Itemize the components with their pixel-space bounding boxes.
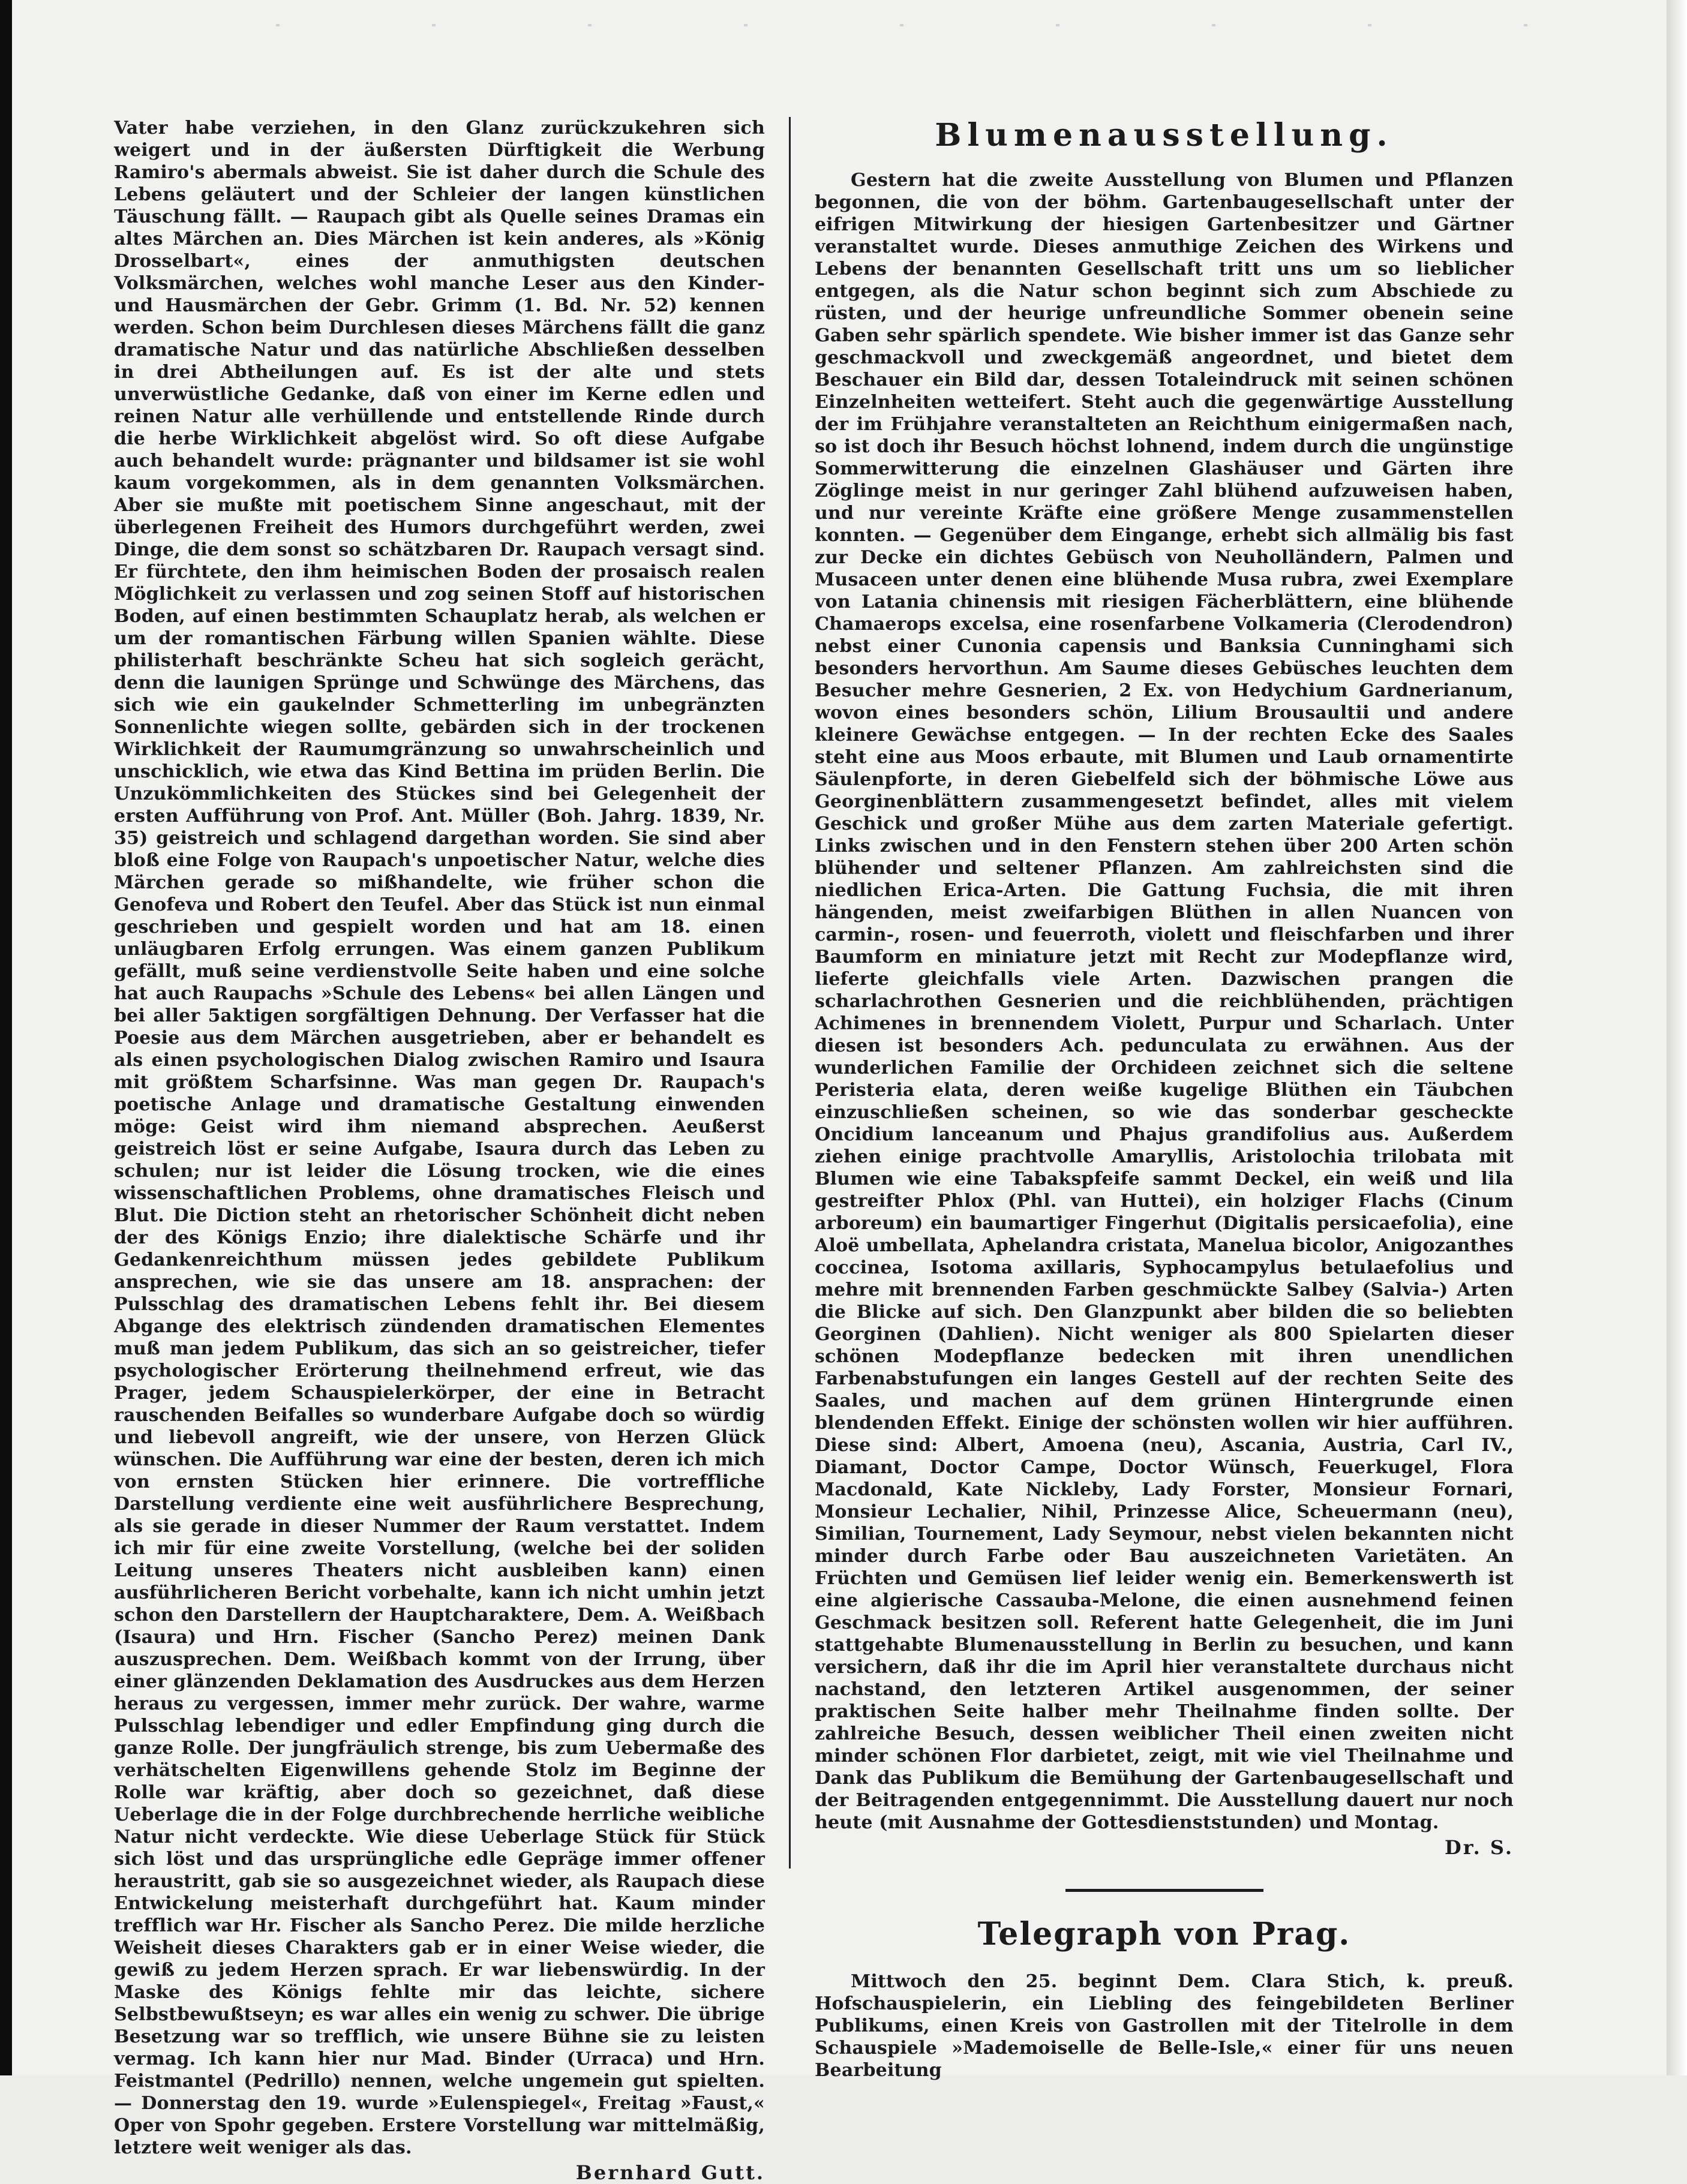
column-divider: [789, 117, 791, 1868]
newspaper-page: [12, 0, 1667, 2184]
flower-exhibition-heading: Blumenausstellung.: [935, 117, 1394, 154]
review-signature: Bernhard Gutt.: [575, 2161, 765, 2184]
telegraph-text: Mittwoch den 25. beginnt Dem. Clara Stich, k. preuß. Hofschauspielerin, ein Liebling des feingebildeten Berliner Publikums, einen Kreis von Gastrollen mit der Titelrolle in dem Schauspiele »Mademoiselle de Belle-Isle,« einer für uns neuen Bearbeitung: [815, 1971, 1514, 2081]
section-separator-rule: [1065, 1889, 1263, 1892]
exhibition-signature: Dr. S.: [1444, 1836, 1514, 1859]
theatre-review-text: Vater habe verziehen, in den Glanz zurückzukehren sich weigert und in der äußersten Dürftigkeit die Werbung Ramiro's abermals abweist. Sie ist daher durch die Schule des Lebens geläutert und der Schleier der langen künstlichen Täuschung fällt. — Raupach gibt als Quelle seines Dramas ein altes Märchen an. Dies Märchen ist kein anderes, als »König Drosselbart«, eines der anmuthigsten deutschen Volksmärchen, welches wohl manche Leser aus den Kinder- und Hausmärchen der Gebr. Grimm (1. Bd. Nr. 52) kennen werden. Schon beim Durchlesen dieses Märchens fällt die ganz dramatische Natur und das natürliche Abschließen desselben in drei Abtheilungen auf. Es ist der alte und stets unverwüstliche Gedanke, daß von einer im Kerne edlen und reinen Natur alle verhüllende und entstellende Rinde durch die herbe Wirklichkeit abgelöst wird. So oft diese Aufgabe auch behandelt wurde: prägnanter und bildsamer ist sie wohl kaum vorgekommen, als in dem genannten Volksmärchen. Aber sie mußte mit poetischem Sinne angeschaut, mit der überlegenen Freiheit des Humors durchgeführt werden, zwei Dinge, die dem sonst so schätzbaren Dr. Raupach versagt sind. Er fürchtete, den ihm heimischen Boden der prosaisch realen Möglichkeit zu verlassen und zog seinen Stoff auf historischen Boden, auf einen bestimmten Schauplatz herab, als welchen er um der romantischen Färbung willen Spanien wählte. Diese philisterhaft beschränkte Scheu hat sich sogleich gerächt, denn die launigen Sprünge und Schwünge des Märchens, das sich wie ein gaukelnder Schmetterling im unbegränzten Sonnenlichte wiegen sollte, gebärden sich in der trockenen Wirklichkeit der Raumumgränzung so unwahrscheinlich und unschicklich, wie etwa das Kind Bettina im prüden Berlin. Die Unzukömmlichkeiten des Stückes sind bei Gelegenheit der ersten Aufführung von Prof. Ant. Müller (Boh. Jahrg. 1839, Nr. 35) geistreich und schlagend dargethan worden. Sie sind aber bloß eine Folge von Raupach's unpoetischer Natur, welche dies Märchen gerade so mißhandelte, wie früher schon die Genofeva und Robert den Teufel. Aber das Stück ist nun einmal geschrieben und gespielt worden und hat am 18. einen unläugbaren Erfolg errungen. Was einem ganzen Publikum gefällt, muß seine verdienstvolle Seite haben und eine solche hat auch Raupachs »Schule des Lebens« bei allen Längen und bei aller 5aktigen sorgfältigen Dehnung. Der Verfasser hat die Poesie aus dem Märchen ausgetrieben, aber er behandelt es als einen psychologischen Dialog zwischen Ramiro und Isaura mit größtem Scharfsinne. Was man gegen Dr. Raupach's poetische Anlage und dramatische Gestaltung einwenden möge: Geist wird ihm niemand absprechen. Aeußerst geistreich löst er seine Aufgabe, Isaura durch das Leben zu schulen; nur ist leider die Lösung trocken, wie die eines wissenschaftlichen Problems, ohne dramatisches Fleisch und Blut. Die Diction steht an rhetorischer Schönheit dicht neben der des Königs Enzio; ihre dialektische Schärfe und ihr Gedankenreichthum müssen jedes gebildete Publikum ansprechen, wie sie das unsere am 18. ansprachen: der Pulsschlag des dramatischen Lebens fehlt ihr. Bei diesem Abgange des elektrisch zündenden dramatischen Elementes muß man jedem Publikum, das sich an so geistreicher, tiefer psychologischer Erörterung theilnehmend erfreut, wie das Prager, jedem Schauspielerkörper, der eine in Betracht rauschenden Beifalles so wunderbare Aufgabe doch so würdig und liebevoll angreift, wie der unsere, von Herzen Glück wünschen. Die Aufführung war eine der besten, deren ich mich von ernsten Stücken hier erinnere. Die vortreffliche Darstellung verdiente eine weit ausführlichere Besprechung, als sie gerade in dieser Nummer der Raum verstattet. Indem ich mir für eine zweite Vorstellung, (welche bei der soliden Leitung unseres Theaters nicht ausbleiben kann) einen ausführlicheren Bericht vorbehalte, kann ich nicht umhin jetzt schon den Darstellern der Hauptcharaktere, Dem. A. Weißbach (Isaura) und Hrn. Fischer (Sancho Perez) meinen Dank auszusprechen. Dem. Weißbach kommt von der Irrung, über einer glänzenden Deklamation des Ausdruckes aus dem Herzen heraus zu vergessen, immer mehr zurück. Der wahre, warme Pulsschlag lebendiger und edler Empfindung ging durch die ganze Rolle. Der jungfräulich strenge, bis zum Uebermaße des verhätschelten Eigenwillens gehende Stolz im Beginne der Rolle war kräftig, aber doch so gezeichnet, daß diese Ueberlage die in der Folge durchbrechende herrliche weibliche Natur nicht verdeckte. Wie diese Ueberlage Stück für Stück sich löst und das ursprüngliche edle Gepräge immer offener heraustritt, gab sie so ausgezeichnet wieder, als Raupach diese Entwickelung meisterhaft durchgeführt hat. Kaum minder trefflich war Hr. Fischer als Sancho Perez. Die milde herzliche Weisheit dieses Charakters gab er in einer Weise wieder, die gewiß zu jedem Herzen sprach. Er war liebenswürdig. In der Maske des Königs fehlte mir das leichte, sichere Selbstbewußtseyn; es war alles ein wenig zu schwer. Die übrige Besetzung war so trefflich, wie unsere Bühne sie zu leisten vermag. Ich kann hier nur Mad. Binder (Urraca) und Hrn. Feistmantel (Pedrillo) nennen, welche ungemein gut spielten. — Donnerstag den 19. wurde »Eulenspiegel«, Freitag »Faust,« Oper von Spohr gegeben. Erstere Vorstellung war mittelmäßig, letztere weit weniger als das.: [114, 118, 765, 2158]
right-column: [815, 117, 1514, 2081]
scan-edge-left: [0, 0, 12, 2075]
flower-exhibition-text: Gestern hat die zweite Ausstellung von Blumen und Pflanzen begonnen, die von der böhm. Gartenbaugesellschaft unter der eifrigen Mitwirkung der hiesigen Gartenbesitzer und Gärtner veranstaltet wurde. Dieses anmuthige Zeichen des Wirkens und Lebens der benannten Gesellschaft tritt uns um so lieblicher entgegen, als die Natur schon beginnt sich zum Abschiede zu rüsten, und der heurige unfreundliche Sommer obenein seine Gaben sehr spärlich spendete. Wie bisher immer ist das Ganze sehr geschmackvoll und zweckgemäß angeordnet, und bietet dem Beschauer ein Bild dar, dessen Totaleindruck mit seinen schönen Einzelnheiten wetteifert. Steht auch die gegenwärtige Ausstellung der im Frühjahre veranstalteten an Reichthum einigermaßen nach, so ist doch ihr Besuch höchst lohnend, indem durch die ungünstige Sommerwitterung die einzelnen Glashäuser und Gärten ihre Zöglinge meist in nur geringer Zahl blühend aufzuweisen haben, und nur vereinte Kräfte eine größere Menge zusammenstellen konnten. — Gegenüber dem Eingange, erhebt sich allmälig bis fast zur Decke ein dichtes Gebüsch von Neuholländern, Palmen und Musaceen unter denen eine blühende Musa rubra, zwei Exemplare von Latania chinensis mit riesigen Fächerblättern, eine blühende Chamaerops excelsa, eine rosenfarbene Volkameria (Clerodendron) nebst einer Cunonia capensis und Banksia Cunninghami sich besonders hervorthun. Am Saume dieses Gebüsches leuchten dem Besucher mehre Gesnerien, 2 Ex. von Hedychium Gardnerianum, wovon eines besonders schön, Lilium Brousaultii und andere kleinere Gewächse entgegen. — In der rechten Ecke des Saales steht eine aus Moos erbaute, mit Blumen und Laub ornamentirte Säulenpforte, in deren Giebelfeld sich der böhmische Löwe aus Georginenblättern zusammengesetzt befindet, alles mit vielem Geschick und großer Mühe aus dem zarten Materiale gefertigt. Links zwischen und in den Fenstern stehen über 200 Arten schön blühender und seltener Pflanzen. Am zahlreichsten sind die niedlichen Erica-Arten. Die Gattung Fuchsia, die mit ihren hängenden, meist zweifarbigen Blüthen in allen Nuancen von carmin-, rosen- und feuerroth, violett und fleischfarben und ihrer Baumform en miniature jetzt mit Recht zur Modepflanze wird, lieferte gleichfalls viele Arten. Dazwischen prangen die scharlachrothen Gesnerien und die reichblühenden, prächtigen Achimenes in brennendem Violett, Purpur und Scharlach. Unter diesen ist besonders Ach. pedunculata zu erwähnen. Aus der wunderlichen Familie der Orchideen zeichnet sich die seltene Peristeria elata, deren weiße kugelige Blüthen ein Täubchen einzuschließen scheinen, so wie das sonderbar gescheckte Oncidium lanceanum und Phajus grandifolius aus. Außerdem ziehen einige prachtvolle Amaryllis, Aristolochia trilobata mit Blumen wie eine Tabakspfeife sammt Deckel, ein weiß und lila gestreifter Phlox (Phl. van Huttei), ein holziger Flachs (Cinum arboreum) ein baumartiger Fingerhut (Digitalis persicaefolia), eine Aloë umbellata, Aphelandra cristata, Manelua bicolor, Anigozanthes coccinea, Isotoma axillaris, Syphocampylus betulaefolius und mehre mit brennenden Farben geschmückte Salbey (Salvia-) Arten die Blicke auf sich. Den Glanzpunkt aber bilden die so beliebten Georginen (Dahlien). Nicht weniger als 800 Spielarten dieser schönen Modepflanze bedecken mit ihren unendlichen Farbenabstufungen ein langes Gestell auf der rechten Seite des Saales, und machen auf dem grünen Hintergrunde einen blendenden Effekt. Einige der schönsten wollen wir hier aufführen. Diese sind: Albert, Amoena (neu), Ascania, Austria, Carl IV., Diamant, Doctor Campe, Doctor Wünsch, Feuerkugel, Flora Macdonald, Kate Nickleby, Lady Forster, Monsieur Fornari, Monsieur Lechalier, Nihil, Prinzesse Alice, Scheuermann (neu), Similian, Tournement, Lady Seymour, nebst vielen bekannten nicht minder durch Farbe oder Bau auszeichneten Varietäten. An Früchten und Gemüsen lief leider wenig ein. Bemerkenswerth ist eine algierische Cassauba-Melone, die einen ausnehmend feinen Geschmack besitzen soll. Referent hatte Gelegenheit, die im Juni stattgehabte Blumenausstellung in Berlin zu besuchen, und kann versichern, daß ihr die im April hier veranstaltete durchaus nicht nachstand, den letzteren Artikel ausgenommen, der seiner praktischen Seite halber mehr Theilnahme finden sollte. Der zahlreiche Besuch, dessen weiblicher Theil einen zweiten nicht minder schönen Flor darbietet, zeigt, mit wie viel Theilnahme und Dank das Publikum die Bemühung der Gartenbaugesellschaft und der Beitragenden entgegennimmt. Die Ausstellung dauert nur noch heute (mit Ausnahme der Gottesdienststunden) und Montag.: [815, 170, 1514, 1833]
left-column: [114, 117, 765, 2184]
telegraph-heading: Telegraph von Prag.: [977, 1916, 1351, 1952]
scan-edge-right: [1667, 0, 1687, 2075]
top-margin-marks: [276, 24, 1536, 26]
